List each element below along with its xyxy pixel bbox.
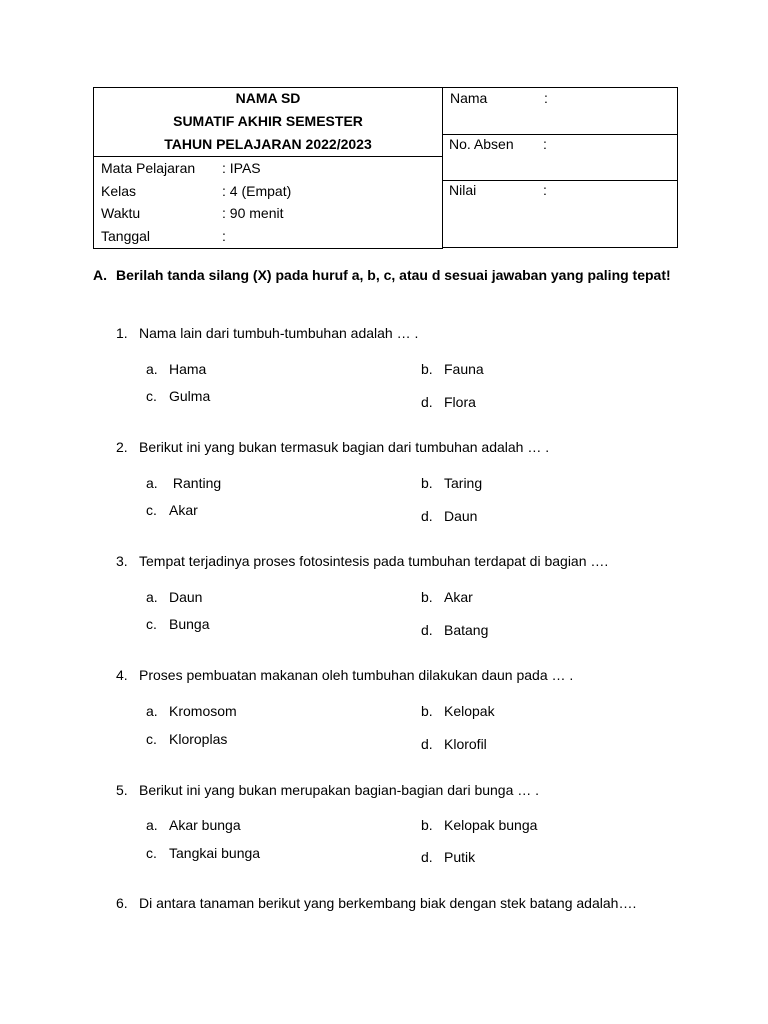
option-letter: a. bbox=[146, 589, 158, 605]
option-letter: b. bbox=[421, 589, 433, 605]
option-a[interactable] bbox=[146, 473, 221, 493]
time-row bbox=[94, 202, 442, 225]
option-c[interactable] bbox=[146, 500, 198, 520]
score-label: Nilai bbox=[449, 182, 477, 198]
option-b[interactable] bbox=[421, 587, 473, 607]
section-a-instruction bbox=[93, 265, 675, 285]
option-text: Hama bbox=[169, 361, 207, 377]
question-text: Tempat terjadinya proses fotosintesis pada tumbuhan terdapat di bagian …. bbox=[139, 553, 609, 569]
question-number: 3. bbox=[116, 553, 128, 569]
option-text: Akar bbox=[444, 589, 473, 605]
section-instruction-text: Berilah tanda silang (X) pada huruf a, b, c, atau d sesuai jawaban yang paling tepat! bbox=[116, 267, 671, 283]
option-c[interactable] bbox=[146, 843, 260, 863]
question-text: Berikut ini yang bukan termasuk bagian dari tumbuhan adalah … . bbox=[139, 439, 550, 455]
option-b[interactable] bbox=[421, 473, 482, 493]
option-letter: c. bbox=[146, 845, 157, 861]
option-c[interactable] bbox=[146, 729, 227, 749]
option-text: Kelopak bbox=[444, 703, 495, 719]
option-b[interactable] bbox=[421, 359, 484, 379]
option-letter: d. bbox=[421, 849, 433, 865]
option-text: Daun bbox=[444, 508, 478, 524]
absen-cell bbox=[442, 134, 678, 181]
option-text: Batang bbox=[444, 622, 489, 638]
date-label: Tanggal bbox=[101, 227, 151, 244]
option-text: Ranting bbox=[169, 475, 222, 491]
option-letter: c. bbox=[146, 388, 157, 404]
option-text: Akar bunga bbox=[169, 817, 241, 833]
subject-label: Mata Pelajaran bbox=[101, 160, 196, 176]
option-letter: a. bbox=[146, 475, 158, 491]
exam-title-block bbox=[94, 88, 443, 249]
time-label: Waktu bbox=[101, 205, 141, 221]
option-text: Taring bbox=[444, 475, 483, 491]
class-value: : 4 (Empat) bbox=[222, 182, 292, 199]
option-text: Fauna bbox=[444, 361, 484, 377]
class-row bbox=[94, 180, 442, 203]
option-letter: d. bbox=[421, 736, 433, 752]
time-value: : 90 menit bbox=[222, 205, 284, 221]
option-letter: b. bbox=[421, 817, 433, 833]
option-d[interactable] bbox=[421, 392, 476, 412]
option-text: Bunga bbox=[169, 616, 210, 632]
question-number: 4. bbox=[116, 667, 128, 683]
option-d[interactable] bbox=[421, 506, 477, 526]
question-text: Di antara tanaman berikut yang berkembang biak dengan stek batang adalah…. bbox=[139, 895, 637, 911]
option-text: Daun bbox=[169, 589, 203, 605]
option-letter: a. bbox=[146, 703, 158, 719]
exam-name: SUMATIF AKHIR SEMESTER bbox=[173, 113, 363, 129]
option-letter: d. bbox=[421, 622, 433, 638]
subject-value: : IPAS bbox=[222, 160, 261, 176]
option-a[interactable] bbox=[146, 815, 241, 835]
option-text: Kloroplas bbox=[169, 731, 228, 747]
question-2 bbox=[116, 437, 676, 457]
option-text: Tangkai bunga bbox=[169, 845, 261, 861]
option-a[interactable] bbox=[146, 701, 237, 721]
option-text: Flora bbox=[444, 394, 476, 410]
option-letter: b. bbox=[421, 703, 433, 719]
question-text: Proses pembuatan makanan oleh tumbuhan dilakukan daun pada … . bbox=[139, 667, 574, 683]
option-d[interactable] bbox=[421, 734, 487, 754]
exam-info bbox=[94, 156, 442, 247]
option-text: Putik bbox=[444, 849, 476, 865]
option-letter: d. bbox=[421, 508, 433, 524]
school-name: NAMA SD bbox=[235, 90, 301, 106]
option-c[interactable] bbox=[146, 386, 210, 406]
date-value: : bbox=[222, 227, 226, 244]
option-d[interactable] bbox=[421, 620, 488, 640]
question-text: Nama lain dari tumbuh-tumbuhan adalah … . bbox=[139, 325, 419, 341]
name-label: Nama bbox=[450, 90, 488, 106]
question-number: 1. bbox=[116, 325, 128, 341]
score-field bbox=[442, 180, 678, 200]
academic-year: TAHUN PELAJARAN 2022/2023 bbox=[164, 136, 372, 152]
question-3 bbox=[116, 551, 676, 571]
absen-label: No. Absen bbox=[449, 136, 514, 152]
name-colon: : bbox=[544, 90, 548, 106]
option-a[interactable] bbox=[146, 587, 202, 607]
option-letter: a. bbox=[146, 817, 158, 833]
class-label: Kelas bbox=[101, 182, 137, 199]
question-number: 6. bbox=[116, 895, 128, 911]
option-letter: b. bbox=[421, 361, 433, 377]
option-d[interactable] bbox=[421, 847, 475, 867]
option-letter: c. bbox=[146, 502, 157, 518]
option-text: Klorofil bbox=[444, 736, 487, 752]
question-6 bbox=[116, 893, 674, 913]
section-letter: A. bbox=[93, 267, 107, 283]
option-letter: c. bbox=[146, 731, 157, 747]
option-text: Kromosom bbox=[169, 703, 237, 719]
option-letter: d. bbox=[421, 394, 433, 410]
score-cell bbox=[442, 180, 678, 249]
score-colon: : bbox=[543, 182, 547, 198]
option-letter: c. bbox=[146, 616, 157, 632]
question-text: Berikut ini yang bukan merupakan bagian-bagian dari bunga … . bbox=[139, 782, 540, 798]
question-1 bbox=[116, 323, 676, 343]
question-number: 2. bbox=[116, 439, 128, 455]
question-5 bbox=[116, 780, 676, 800]
subject-row bbox=[94, 157, 442, 180]
option-letter: b. bbox=[421, 475, 433, 491]
option-text: Kelopak bunga bbox=[444, 817, 538, 833]
option-a[interactable] bbox=[146, 359, 206, 379]
option-text: Gulma bbox=[169, 388, 211, 404]
question-number: 5. bbox=[116, 782, 128, 798]
absen-field bbox=[442, 134, 678, 154]
option-c[interactable] bbox=[146, 614, 209, 634]
option-letter: a. bbox=[146, 361, 158, 377]
option-b[interactable] bbox=[421, 701, 495, 721]
option-b[interactable] bbox=[421, 815, 537, 835]
absen-colon: : bbox=[543, 136, 547, 152]
name-field bbox=[443, 88, 677, 108]
option-text: Akar bbox=[169, 502, 198, 518]
question-4 bbox=[116, 665, 676, 685]
date-row bbox=[94, 225, 442, 248]
